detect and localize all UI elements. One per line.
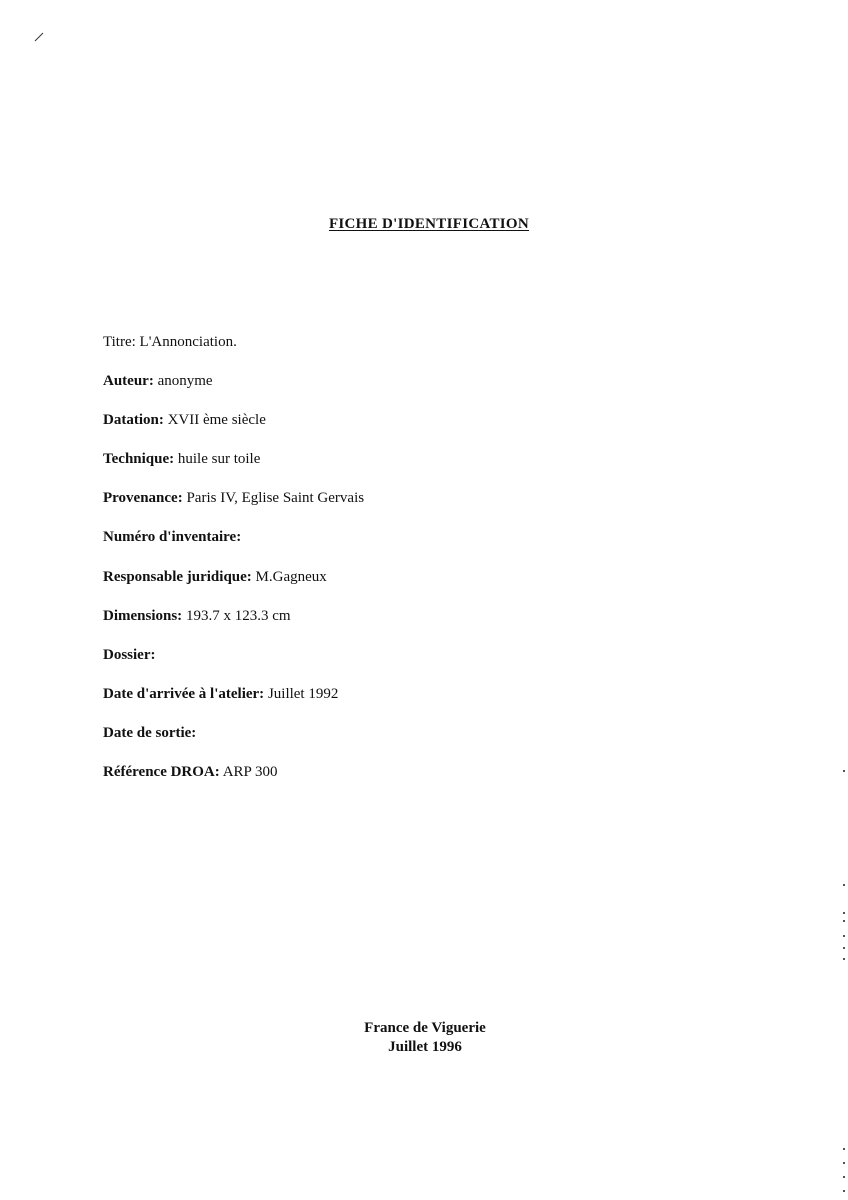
field-label: Technique: <box>103 451 175 468</box>
field-value: ARP 300 <box>219 764 278 781</box>
field-numero-inventaire <box>103 528 703 567</box>
scan-speck <box>843 1148 845 1150</box>
field-dossier <box>103 646 703 685</box>
field-value: 193.7 x 123.3 cm <box>182 607 291 624</box>
field-titre <box>103 333 703 372</box>
field-label: Dimensions: <box>103 607 183 624</box>
scan-speck <box>843 947 845 949</box>
scan-speck <box>843 912 845 914</box>
field-responsable-juridique <box>103 568 703 607</box>
field-provenance <box>103 489 703 528</box>
scan-speck <box>843 935 845 937</box>
scan-speck <box>843 770 845 772</box>
field-reference-droa <box>103 763 703 802</box>
scan-speck <box>843 1162 845 1164</box>
scan-speck <box>843 1176 845 1178</box>
field-label: Dossier: <box>103 646 156 663</box>
field-label: Référence DROA: <box>103 764 220 781</box>
field-value: L'Annonciation. <box>135 334 237 350</box>
field-label: Provenance: <box>103 490 183 507</box>
signature-name: France de Viguerie <box>364 1020 486 1036</box>
field-label: Numéro d'inventaire: <box>103 529 242 546</box>
field-value: huile sur toile <box>174 451 261 468</box>
field-label: Auteur: <box>103 373 154 390</box>
field-date-arrivee <box>103 685 703 724</box>
field-value: anonyme <box>153 373 213 390</box>
signature-block <box>0 1019 848 1057</box>
scan-speck <box>843 920 845 922</box>
field-value: XVII ème siècle <box>163 412 266 429</box>
scan-mark-icon <box>34 30 46 42</box>
field-value: Juillet 1992 <box>264 685 339 702</box>
identification-fields <box>103 333 703 802</box>
document-title: FICHE D'IDENTIFICATION <box>328 216 530 232</box>
field-dimensions <box>103 607 703 646</box>
scan-speck <box>843 958 845 960</box>
field-value: M.Gagneux <box>251 568 327 585</box>
field-label: Titre: <box>103 334 136 350</box>
field-label: Datation: <box>103 412 164 429</box>
field-datation <box>103 411 703 450</box>
scan-speck <box>843 884 845 886</box>
field-auteur <box>103 372 703 411</box>
field-date-sortie <box>103 724 703 763</box>
field-label: Date de sortie: <box>103 724 197 741</box>
field-value: Paris IV, Eglise Saint Gervais <box>182 490 365 507</box>
field-label: Responsable juridique: <box>103 568 252 585</box>
field-technique <box>103 450 703 489</box>
scan-speck <box>843 1190 845 1192</box>
field-label: Date d'arrivée à l'atelier: <box>103 685 265 702</box>
signature-date: Juillet 1996 <box>388 1039 462 1055</box>
